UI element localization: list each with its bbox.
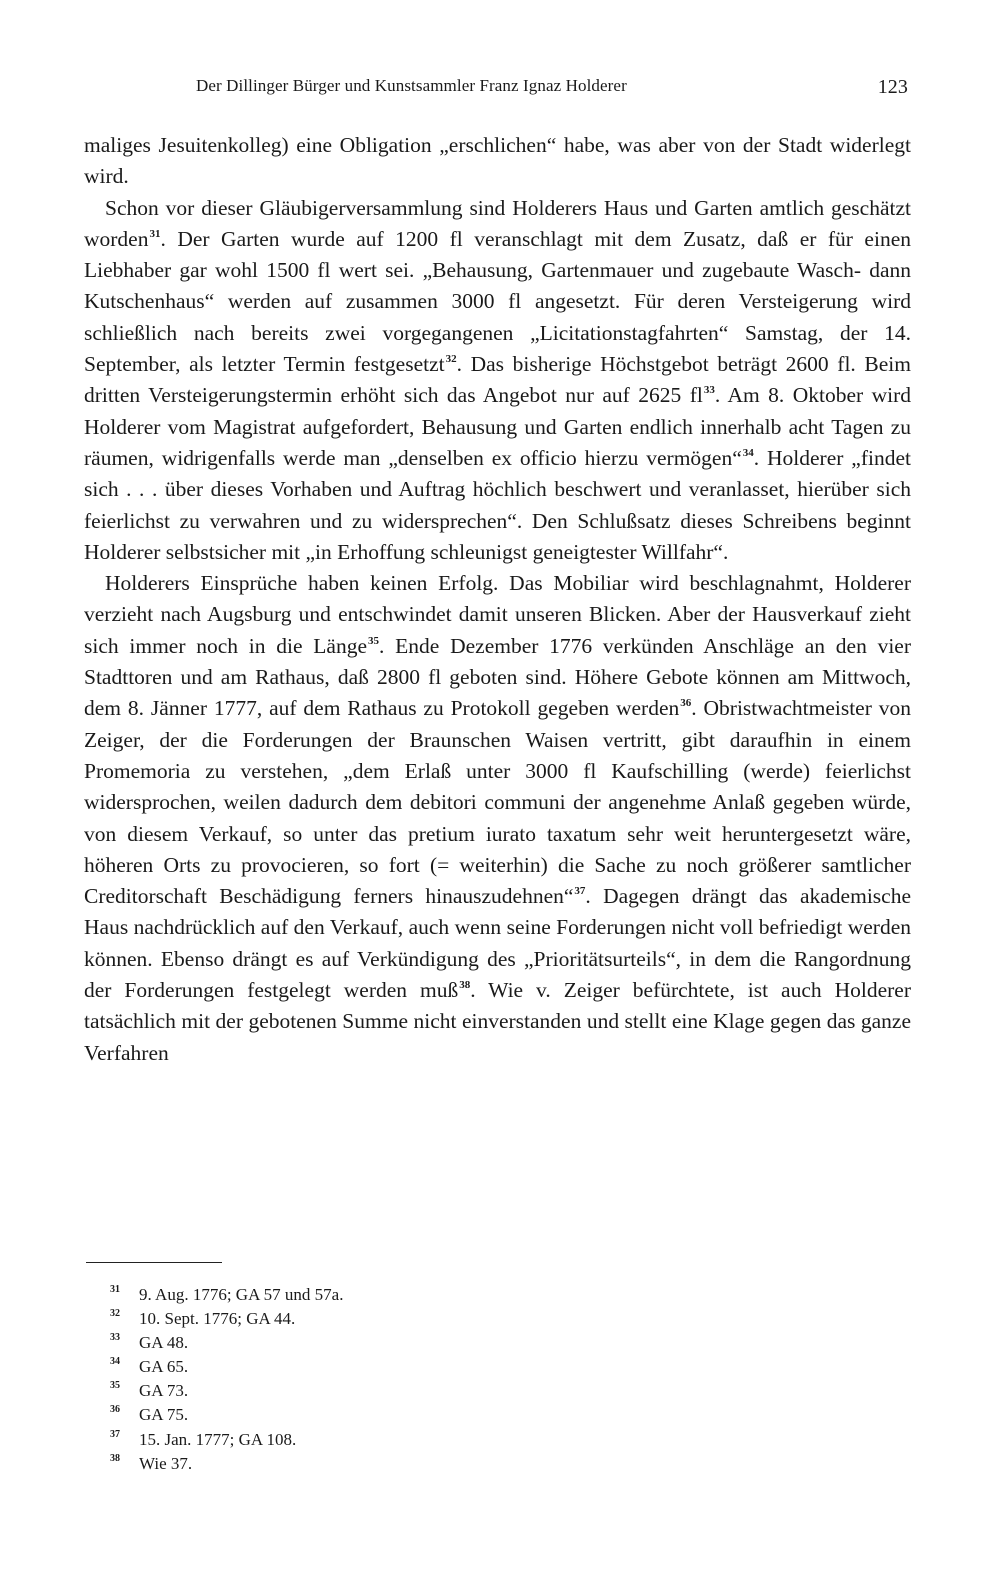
text-run: . Ende Dezember 1776 verkünden Anschläge an den vier Stadttoren und am Rathaus, daß 2800 fl geboten sind. Höhere Gebote können am Mittwoch, dem 8. Jänner 1777, auf dem Rathaus zu Protokoll gegeben werden — [84, 633, 911, 721]
footnote-text: GA 48. — [139, 1333, 189, 1353]
footnote-number: 31 — [110, 1284, 120, 1295]
footnote — [110, 1428, 810, 1452]
text-run: . Obristwachtmeister von Zeiger, der die Forderungen der Braunschen Waisen vertritt, gibt daraufhin in einem Promemoria zu verstehen, „dem Erlaß unter 3000 fl Kaufschilling (werde) feierlichst widersprochen, weilen dadurch dem debitori communi der angenehme Anlaß gegeben würde, von diesem Verkauf, so unter das pretium iurato taxatum sehr weit heruntergesetzt wäre, höheren Orts zu provocieren, so fort (= weiterhin) die Sache zu noch größerer samtlicher Creditorschaft Beschädigung ferners hinauszudehnen“ — [84, 696, 911, 909]
footnote — [110, 1307, 810, 1331]
footnote-text: GA 65. — [139, 1357, 189, 1377]
footnote-number: 32 — [110, 1308, 120, 1320]
footnote — [110, 1355, 810, 1379]
footnote — [110, 1331, 810, 1355]
text-run: Schon vor dieser Gläubigerversammlung sind Holderers Haus und Garten amtlich geschätzt worden — [84, 195, 911, 251]
footnote-text: GA 75. — [139, 1405, 189, 1425]
paragraph — [84, 130, 911, 193]
text-run: Holderers Einsprüche haben keinen Erfolg. Das Mobiliar wird beschlagnahmt, Holderer verzieht nach Augsburg und entschwindet damit unseren Blicken. Aber der Hausverkauf zieht sich immer noch in die Länge — [84, 571, 911, 658]
footnote — [110, 1283, 810, 1307]
text-run: . Der Garten wurde auf 1200 fl veranschlagt mit dem Zusatz, daß er für einen Liebhaber gar wohl 1500 fl wert sei. „Behausung, Gartenmauer und zugebaute Wasch- dann Kutschenhaus“ werden auf zusammen 3000 fl angesetzt. Für deren Versteigerung wird schließlich nach bereits zwei vorgegangenen „Licitationstagfahrten“ Samstag, der 14. September, als letzter Termin festgesetzt — [84, 226, 911, 377]
footnote — [110, 1403, 810, 1427]
paragraph — [84, 568, 911, 1069]
text-run: . Wie v. Zeiger befürchtete, ist auch Holderer tatsächlich mit der gebotenen Summe nicht einverstanden und stellt eine Klage gegen das ganze Verfahren — [84, 978, 911, 1065]
text-run: . Holderer „findet sich . . . über dieses Vorhaben und Auftrag höchlich beschwert und veranlasset, hierüber sich feierlichst zu verwahren und zu widersprechen“. Den Schlußsatz dieses Schreibens beginnt Holderer selbstsicher mit „in Erhoffung schleunigst geneigtester Willfahr“. — [84, 445, 911, 564]
footnote-number: 37 — [110, 1428, 120, 1440]
text-run: . Dagegen drängt das akademische Haus nachdrücklich auf den Verkauf, auch wenn seine Forderungen nicht voll befriedigt werden können. Ebenso drängt es auf Verkündigung des „Prioritätsurteils“, in dem die Rangordnung der Forderungen festgelegt werden muß — [84, 884, 911, 1003]
page-number: 123 — [877, 76, 908, 98]
footnote-ref: 36 — [680, 697, 692, 710]
footnote-text: 10. Sept. 1776; GA 44. — [139, 1309, 296, 1329]
footnote-text: 15. Jan. 1777; GA 108. — [139, 1429, 297, 1449]
footnote-text: 9. Aug. 1776; GA 57 und 57a. — [139, 1285, 344, 1304]
footnote-divider — [86, 1262, 222, 1263]
footnote-ref: 35 — [368, 634, 380, 647]
footnote — [110, 1452, 810, 1476]
footnote-number: 38 — [110, 1452, 120, 1464]
footnote-ref: 37 — [574, 885, 586, 898]
text-run: . Das bisherige Höchstgebot beträgt 2600 fl. Beim dritten Versteigerungstermin erhöht sich das Angebot nur auf 2625 fl — [84, 352, 911, 408]
paragraph — [84, 193, 911, 569]
running-header — [196, 76, 908, 102]
footnote-ref: 38 — [459, 979, 471, 992]
footnote-ref: 33 — [703, 384, 715, 397]
footnote-text: GA 73. — [139, 1381, 189, 1401]
footnote-ref: 31 — [149, 227, 161, 240]
footnote-number: 35 — [110, 1380, 120, 1392]
footnotes — [110, 1283, 810, 1476]
footnote-number: 34 — [110, 1356, 120, 1368]
running-header-title: Der Dillinger Bürger und Kunstsammler Franz Ignaz Holderer — [196, 76, 627, 95]
footnote-text: Wie 37. — [139, 1453, 193, 1473]
text-run: maliges Jesuitenkolleg) eine Obligation „erschlichen“ habe, was aber von der Stadt widerlegt wird. — [84, 133, 911, 189]
footnote-ref: 34 — [742, 446, 754, 459]
footnote-number: 33 — [110, 1332, 120, 1344]
footnote-ref: 32 — [445, 353, 457, 366]
footnote — [110, 1379, 810, 1403]
footnote-number: 36 — [110, 1404, 120, 1416]
text-run: . Am 8. Oktober wird Holderer vom Magistrat aufgefordert, Behausung und Garten endlich innerhalb acht Tagen zu räumen, widrigenfalls werde man „denselben ex officio hierzu vermögen“ — [84, 383, 911, 470]
body-text — [84, 130, 911, 1069]
